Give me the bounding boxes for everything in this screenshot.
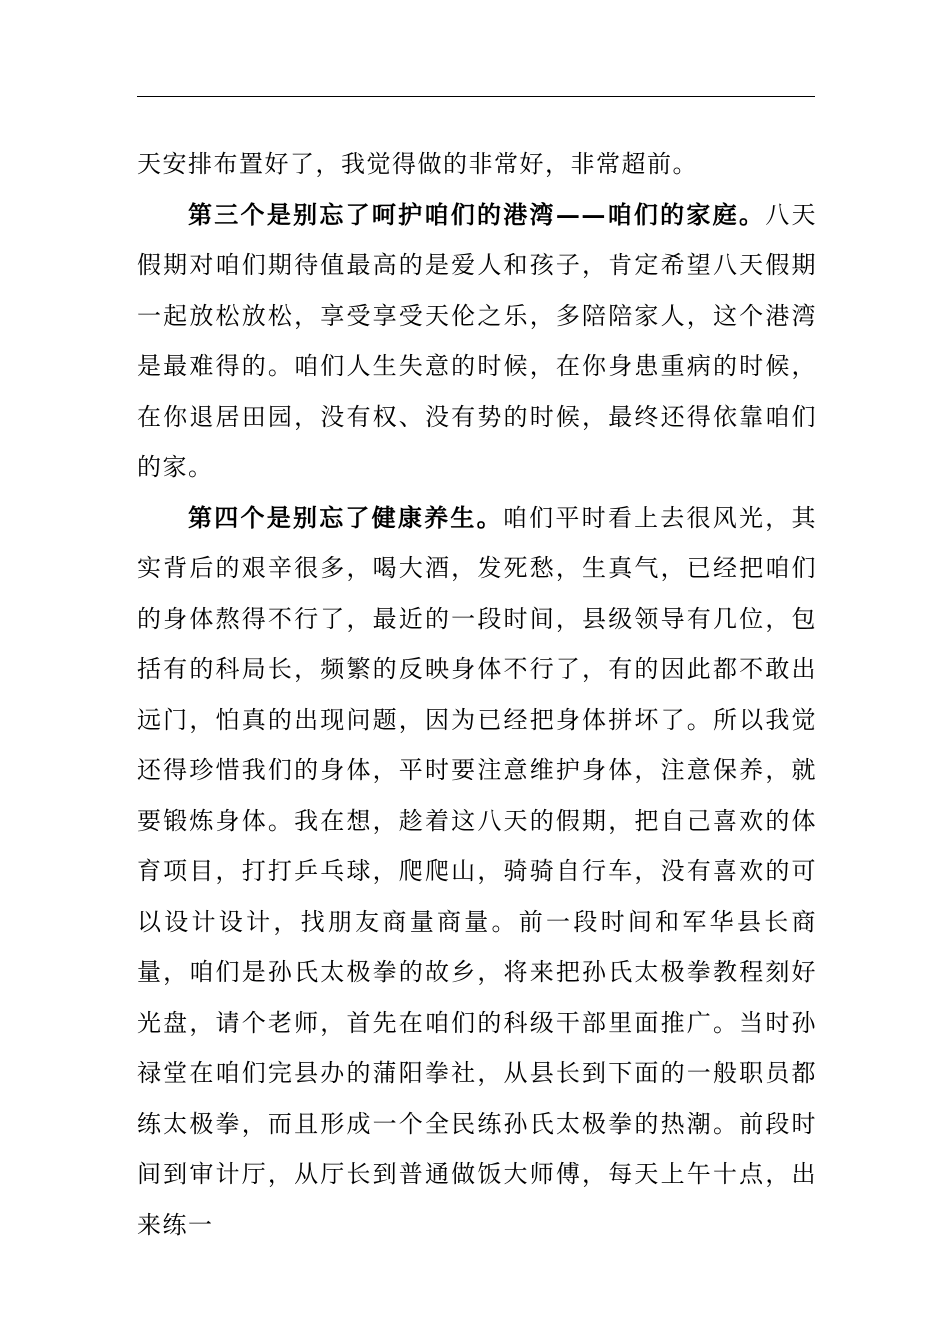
paragraph-text: 天安排布置好了，我觉得做的非常好，非常超前。 xyxy=(137,150,698,178)
paragraph-heading: 第三个是别忘了呵护咱们的港湾——咱们的家庭。 xyxy=(188,199,766,229)
paragraph-text: 八天假期对咱们期待值最高的是爱人和孩子，肯定希望八天假期一起放松放松，享受享受天伦之乐，多陪陪家人，这个港湾是最难得的。咱们人生失意的时候，在你身患重病的时候，在你退居田园，没有权、没有势的时候，最终还得依靠咱们的家。 xyxy=(137,200,818,481)
header-rule xyxy=(137,96,815,97)
paragraph-continuation xyxy=(137,139,817,190)
paragraph-health xyxy=(137,493,817,1251)
paragraph-heading: 第四个是别忘了健康养生。 xyxy=(188,502,503,532)
body-text xyxy=(137,139,817,1250)
paragraph-family xyxy=(137,190,817,493)
paragraph-text: 咱们平时看上去很风光，其实背后的艰辛很多，喝大酒，发死愁，生真气，已经把咱们的身体熬得不行了，最近的一段时间，县级领导有几位，包括有的科局长，频繁的反映身体不行了，有的因此都不敢出远门，怕真的出现问题，因为已经把身体拼坏了。所以我觉还得珍惜我们的身体，平时要注意维护身体，注意保养，就要锻炼身体。我在想，趁着这八天的假期，把自己喜欢的体育项目，打打乒乓球，爬爬山，骑骑自行车，没有喜欢的可以设计设计，找朋友商量商量。前一段时间和军华县长商量，咱们是孙氏太极拳的故乡，将来把孙氏太极拳教程刻好光盘，请个老师，首先在咱们的科级干部里面推广。当时孙禄堂在咱们完县办的蒲阳拳社，从县长到下面的一般职员都练太极拳，而且形成一个全民练孙氏太极拳的热潮。前段时间到审计厅，从厅长到普通做饭大师傅，每天上午十点，出来练一 xyxy=(137,503,818,1239)
